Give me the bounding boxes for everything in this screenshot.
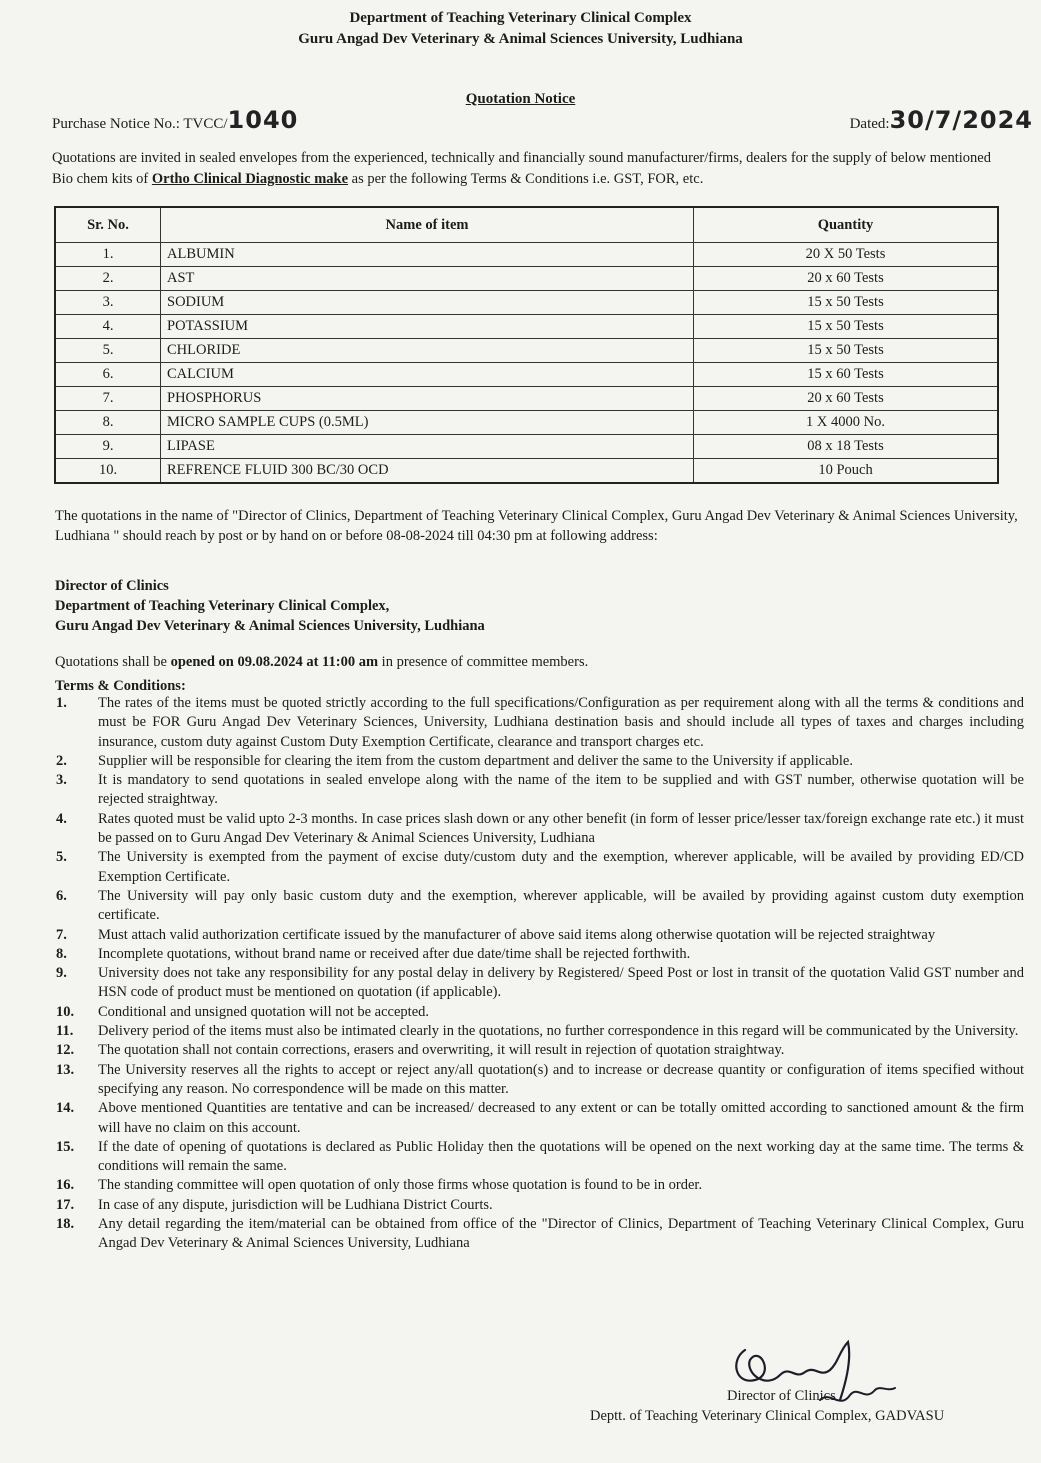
cell-item-name: AST xyxy=(161,267,694,291)
list-item xyxy=(52,1061,1024,1100)
term-text: Delivery period of the items must also be intimated clearly in the quotations, no further correspondence in this regard will be communicated by the University. xyxy=(98,1023,1019,1040)
cell-item-name: MICRO SAMPLE CUPS (0.5ML) xyxy=(161,411,694,435)
terms-title: Terms & Conditions: xyxy=(55,678,186,694)
term-text: Incomplete quotations, without brand name or received after due date/time shall be rejected forthwith. xyxy=(98,945,691,962)
table-row xyxy=(55,315,998,339)
term-number: 16. xyxy=(56,1177,75,1194)
intro-paragraph xyxy=(52,148,1012,190)
list-item xyxy=(52,1022,1024,1041)
terms-list xyxy=(52,694,1024,1254)
cell-quantity: 15 x 50 Tests xyxy=(694,339,999,363)
address-line-3: Guru Angad Dev Veterinary & Animal Sciences University, Ludhiana xyxy=(55,618,485,634)
term-text: Conditional and unsigned quotation will not be accepted. xyxy=(98,1003,430,1020)
opening-paragraph xyxy=(55,652,1020,672)
cell-sr: 3. xyxy=(55,291,161,315)
date-label: Dated: xyxy=(849,116,890,132)
address-line-2: Department of Teaching Veterinary Clinical Complex, xyxy=(55,598,390,614)
cell-item-name: POTASSIUM xyxy=(161,315,694,339)
cell-item-name: REFRENCE FLUID 300 BC/30 OCD xyxy=(161,459,694,484)
term-number: 12. xyxy=(56,1042,75,1059)
cell-sr: 7. xyxy=(55,387,161,411)
table-header-row xyxy=(55,207,998,243)
purchase-notice-number xyxy=(52,106,298,134)
term-text: Above mentioned Quantities are tentative and can be increased/ decreased to any extent or can be totally omitted according to sanctioned amount & the firm will have no claim on this account. xyxy=(98,1100,1024,1136)
notice-title: Quotation Notice xyxy=(465,91,576,107)
table-row xyxy=(55,435,998,459)
term-number: 3. xyxy=(56,772,67,789)
cell-sr: 1. xyxy=(55,243,161,267)
term-text: University does not take any responsibility for any postal delay in delivery by Registered/ Speed Post or lost in transit of the quotation Valid GST number and HSN code of product must be mentioned on quotation (if applicable). xyxy=(98,965,1024,1001)
term-text: The standing committee will open quotation of only those firms whose quotation is found to be in order. xyxy=(98,1177,703,1194)
list-item xyxy=(52,752,1024,771)
term-text: Supplier will be responsible for clearing the item from the custom department and deliver the same to the University if applicable. xyxy=(98,752,853,769)
handwritten-signature xyxy=(720,1330,900,1420)
table-row xyxy=(55,267,998,291)
column-header-name: Name of item xyxy=(161,207,694,243)
term-text: The University reserves all the rights to accept or reject any/all quotation(s) and to increase or decrease quantity or configuration of items specified without specifying any reason. No correspondence will be made on this matter. xyxy=(98,1061,1024,1097)
column-header-quantity: Quantity xyxy=(694,207,999,243)
list-item xyxy=(52,694,1024,752)
cell-quantity: 10 Pouch xyxy=(694,459,999,484)
opening-text-post: in presence of committee members. xyxy=(378,654,589,670)
signatory-title: Director of Clinics xyxy=(727,1388,836,1404)
cell-quantity: 1 X 4000 No. xyxy=(694,411,999,435)
term-number: 13. xyxy=(56,1061,75,1078)
table-row xyxy=(55,243,998,267)
list-item xyxy=(52,771,1024,810)
term-number: 7. xyxy=(56,926,67,943)
purchase-notice-label: Purchase Notice No.: TVCC/ xyxy=(52,116,228,132)
list-item xyxy=(52,1196,1024,1215)
cell-quantity: 20 x 60 Tests xyxy=(694,387,999,411)
intro-text-pre: Quotations are invited in sealed envelopes from the experienced, technically and financially sound manufacturer/firms, dealers for the supply of below mentioned Bio chem kits of xyxy=(52,150,991,187)
cell-item-name: CHLORIDE xyxy=(161,339,694,363)
cell-item-name: CALCIUM xyxy=(161,363,694,387)
term-number: 5. xyxy=(56,849,67,866)
term-number: 9. xyxy=(56,965,67,982)
university-name: Guru Angad Dev Veterinary & Animal Sciences University, Ludhiana xyxy=(298,31,743,47)
purchase-notice-handwritten-number: 1040 xyxy=(227,106,299,134)
cell-item-name: LIPASE xyxy=(161,435,694,459)
list-item xyxy=(52,1215,1024,1254)
list-item xyxy=(52,887,1024,926)
list-item xyxy=(52,810,1024,849)
table-row xyxy=(55,387,998,411)
list-item xyxy=(52,1041,1024,1060)
term-text: Any detail regarding the item/material can be obtained from office of the "Director of Clinics, Department of Teaching Veterinary Clinical Complex, Guru Angad Dev Veterinary & Animal Sciences University, Ludhiana xyxy=(98,1216,1024,1252)
notice-date xyxy=(850,106,1033,134)
submission-paragraph: The quotations in the name of "Director of Clinics, Department of Teaching Veterinary Clinical Complex, Guru Angad Dev Veterinary & Animal Sciences University, Ludhiana " should reach by post or by hand on or before 08-08-2024 till 04:30 pm at following address: xyxy=(55,508,1018,544)
list-item xyxy=(52,964,1024,1003)
term-number: 6. xyxy=(56,887,67,904)
term-number: 17. xyxy=(56,1196,75,1213)
list-item xyxy=(52,1099,1024,1138)
term-text: Rates quoted must be valid upto 2-3 months. In case prices slash down or any other benefit (in form of lesser price/lesser tax/foreign exchange rate etc.) it must be passed on to Guru Angad Dev Veterinary & Animal Sciences University, Ludhiana xyxy=(98,810,1024,847)
term-number: 11. xyxy=(56,1023,74,1040)
cell-sr: 9. xyxy=(55,435,161,459)
cell-sr: 6. xyxy=(55,363,161,387)
cell-quantity: 15 x 50 Tests xyxy=(694,291,999,315)
cell-quantity: 20 x 60 Tests xyxy=(694,267,999,291)
term-number: 8. xyxy=(56,945,67,962)
cell-quantity: 20 X 50 Tests xyxy=(694,243,999,267)
column-header-sr: Sr. No. xyxy=(55,207,161,243)
items-table xyxy=(54,206,999,484)
term-number: 10. xyxy=(56,1003,75,1020)
list-item xyxy=(52,1138,1024,1177)
term-text: If the date of opening of quotations is declared as Public Holiday then the quotations will be opened on the next working day at the same time. The terms & conditions will remain the same. xyxy=(98,1138,1024,1175)
list-item xyxy=(52,926,1024,945)
term-text: The University is exempted from the payment of excise duty/custom duty and the exemption, wherever applicable, will be availed by providing ED/CD Exemption Certificate. xyxy=(98,849,1024,885)
term-number: 2. xyxy=(56,752,67,769)
list-item xyxy=(52,945,1024,964)
cell-sr: 2. xyxy=(55,267,161,291)
term-number: 14. xyxy=(56,1100,75,1117)
submission-address xyxy=(55,576,485,636)
cell-sr: 5. xyxy=(55,339,161,363)
cell-sr: 8. xyxy=(55,411,161,435)
term-text: The rates of the items must be quoted strictly according to the full specifications/Configuration as per requirement along with all the terms & conditions and must be FOR Guru Angad Dev Veterinary Sciences, University, Ludhiana destination basis and should include all types of taxes and charges including insurance, custom duty against Custom Duty Exemption Certificate, clearance and transport charges etc. xyxy=(98,695,1024,750)
intro-text-post: as per the following Terms & Conditions i.e. GST, FOR, etc. xyxy=(348,171,704,187)
term-number: 15. xyxy=(56,1138,75,1155)
table-row xyxy=(55,363,998,387)
cell-item-name: PHOSPHORUS xyxy=(161,387,694,411)
document-header xyxy=(0,8,1041,50)
table-row xyxy=(55,339,998,363)
intro-make: Ortho Clinical Diagnostic make xyxy=(151,171,349,187)
table-row xyxy=(55,291,998,315)
signatory-department: Deptt. of Teaching Veterinary Clinical Complex, GADVASU xyxy=(590,1408,945,1424)
handwritten-date: 30/7/2024 xyxy=(889,106,1033,134)
table-row xyxy=(55,411,998,435)
list-item xyxy=(52,1176,1024,1195)
cell-sr: 10. xyxy=(55,459,161,484)
cell-quantity: 15 x 60 Tests xyxy=(694,363,999,387)
term-text: The University will pay only basic custom duty and the exemption, wherever applicable, will be availed by providing against custom duty exemption certificate. xyxy=(98,887,1024,924)
opening-text-pre: Quotations shall be xyxy=(55,654,171,670)
term-text: In case of any dispute, jurisdiction will be Ludhiana District Courts. xyxy=(98,1196,493,1213)
term-text: It is mandatory to send quotations in sealed envelope along with the name of the item to be supplied and with GST number, otherwise quotation will be rejected straightway. xyxy=(98,772,1024,808)
term-text: Must attach valid authorization certificate issued by the manufacturer of above said items along otherwise quotation will be rejected straightway xyxy=(98,926,936,943)
cell-sr: 4. xyxy=(55,315,161,339)
term-number: 18. xyxy=(56,1216,75,1233)
term-text: The quotation shall not contain corrections, erasers and overwriting, it will result in rejection of quotation straightway. xyxy=(98,1042,785,1059)
cell-quantity: 08 x 18 Tests xyxy=(694,435,999,459)
list-item xyxy=(52,1003,1024,1022)
cell-quantity: 15 x 50 Tests xyxy=(694,315,999,339)
cell-item-name: SODIUM xyxy=(161,291,694,315)
table-row xyxy=(55,459,998,484)
term-number: 4. xyxy=(56,810,67,827)
list-item xyxy=(52,848,1024,887)
address-line-1: Director of Clinics xyxy=(55,578,169,594)
cell-item-name: ALBUMIN xyxy=(161,243,694,267)
term-number: 1. xyxy=(56,695,67,711)
opening-date-time: opened on 09.08.2024 at 11:00 am xyxy=(170,654,379,670)
department-name: Department of Teaching Veterinary Clinical Complex xyxy=(349,10,692,26)
